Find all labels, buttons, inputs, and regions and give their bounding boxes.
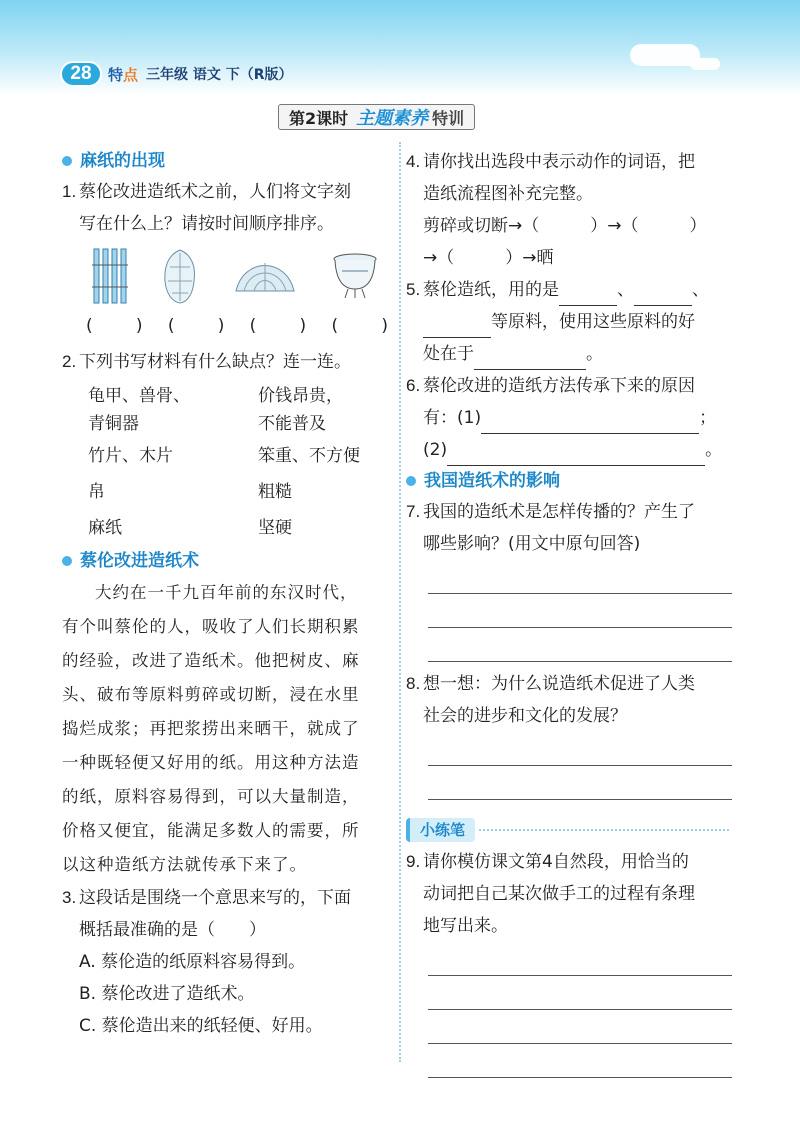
question-8: 8. 想一想：为什么说造纸术促进了人类 社会的进步和文化的发展？ — [406, 674, 695, 726]
bamboo-slips-icon — [92, 247, 128, 305]
answer-slot[interactable]: ( ) — [167, 316, 225, 336]
material-item[interactable]: 麻纸 — [88, 518, 122, 538]
lesson-train: 特训 — [432, 108, 465, 128]
left-column — [62, 146, 388, 1042]
question-2: 2. 下列书写材料有什么缺点？连一连。 — [62, 352, 351, 372]
answer-blank[interactable] — [481, 412, 699, 434]
section-heading: 蔡伦改进造纸术 — [62, 546, 388, 576]
question-3: 3. 这段话是围绕一个意思来写的，下面 概括最准确的是（ ） A. 蔡伦造的纸原料容易得到。 B. 蔡伦改进了造纸术。 C. 蔡伦造出来的纸轻便、好用。 — [62, 882, 388, 1042]
flow-chart-line[interactable]: →（ ）→晒 — [423, 248, 554, 268]
dotted-rule — [479, 829, 729, 831]
silk-scroll-icon — [232, 251, 298, 301]
book-title: 三年级 语文 下（R版） — [146, 67, 293, 83]
defect-item[interactable]: 价钱昂贵， 不能普及 — [258, 386, 343, 434]
defect-item[interactable]: 坚硬 — [258, 518, 292, 538]
material-item[interactable]: 竹片、木片 — [88, 446, 173, 466]
defect-item[interactable]: 笨重、不方便 — [258, 446, 360, 466]
section-heading: 我国造纸术的影响 — [406, 466, 732, 496]
flow-chart-line[interactable]: 剪碎或切断→（ ）→（ ） — [423, 216, 707, 236]
answer-blank[interactable] — [447, 444, 705, 466]
reading-passage: 大约在一千九百年前的东汉时代， 有个叫蔡伦的人，吸收了人们长期积累 的经验，改进了造纸术。他把树皮、麻 头、破布等原料剪碎或切断，浸在水里 捣烂成浆；再把浆捞出来晒干，就成了 一种既轻便又好用的纸。用这种方法造 的纸，原料容易得到，可以大量制造， 价格又便宜，能满足多数人的需要，所 以这种造纸方法就传承下来了。 — [62, 583, 360, 874]
option-c[interactable]: C. 蔡伦造出来的纸轻便、好用。 — [79, 1016, 323, 1036]
lesson-theme: 主题素养 — [356, 108, 429, 129]
brand-logo: 特点 — [108, 65, 139, 84]
answer-line[interactable] — [428, 560, 732, 594]
answer-line[interactable] — [428, 1044, 732, 1078]
question-4: 4. 请你找出选段中表示动作的词语，把 造纸流程图补充完整。 剪碎或切断→（ ）→（ ） →（ ）→晒 — [406, 146, 732, 274]
practice-heading — [406, 814, 732, 846]
page-number: 28 — [60, 61, 102, 87]
bronze-vessel-icon — [330, 251, 380, 301]
answer-blank[interactable] — [474, 348, 586, 370]
answer-slot[interactable]: ( ) — [86, 316, 143, 336]
answer-slot[interactable]: ( ) — [331, 316, 388, 336]
material-item[interactable]: 龟甲、兽骨、 青铜器 — [88, 386, 190, 434]
matching-list — [62, 378, 388, 546]
question-9: 9. 请你模仿课文第4自然段，用恰当的 动词把自己某次做手工的过程有条理 地写出来。 — [406, 852, 695, 936]
section-heading: 麻纸的出现 — [62, 146, 388, 176]
material-item[interactable]: 帛 — [88, 482, 105, 502]
answer-line[interactable] — [428, 732, 732, 766]
answer-line[interactable] — [428, 942, 732, 976]
lesson-title — [278, 104, 475, 130]
answer-line[interactable] — [428, 766, 732, 800]
page-header — [60, 60, 293, 88]
answer-line[interactable] — [428, 594, 732, 628]
practice-tag: 小练笔 — [406, 818, 475, 842]
answer-line[interactable] — [428, 628, 732, 662]
lesson-number: 第2课时 — [289, 108, 349, 128]
answer-line[interactable] — [428, 976, 732, 1010]
defect-item[interactable]: 粗糙 — [258, 482, 292, 502]
order-answer-slots — [62, 310, 388, 342]
bullet-icon — [62, 156, 72, 166]
answer-slot[interactable]: ( ) — [249, 316, 307, 336]
cloud-decoration — [690, 58, 720, 70]
answer-blank[interactable] — [559, 284, 617, 306]
question-1: 1. 蔡伦改进造纸术之前，人们将文字刻 写在什么上？请按时间顺序排序。 — [62, 182, 351, 234]
bullet-icon — [406, 476, 416, 486]
answer-line[interactable] — [428, 1010, 732, 1044]
option-b[interactable]: B. 蔡伦改进了造纸术。 — [79, 984, 255, 1004]
writing-materials-images — [62, 244, 388, 308]
turtle-shell-icon — [160, 247, 200, 305]
question-7: 7. 我国的造纸术是怎样传播的？产生了 哪些影响？(用文中原句回答) — [406, 502, 695, 554]
column-divider — [399, 142, 401, 1062]
question-6: 6. 蔡伦改进的造纸方法传承下来的原因 有：(1) ； (2) 。 — [406, 370, 732, 466]
option-a[interactable]: A. 蔡伦造的纸原料容易得到。 — [79, 952, 306, 972]
answer-blank[interactable] — [423, 316, 491, 338]
bullet-icon — [62, 556, 72, 566]
answer-blank[interactable] — [634, 284, 692, 306]
right-column — [406, 146, 732, 1078]
question-5: 5. 蔡伦造纸，用的是 、 、 等原料，使用这些原料的好 处在于 。 — [406, 274, 732, 370]
